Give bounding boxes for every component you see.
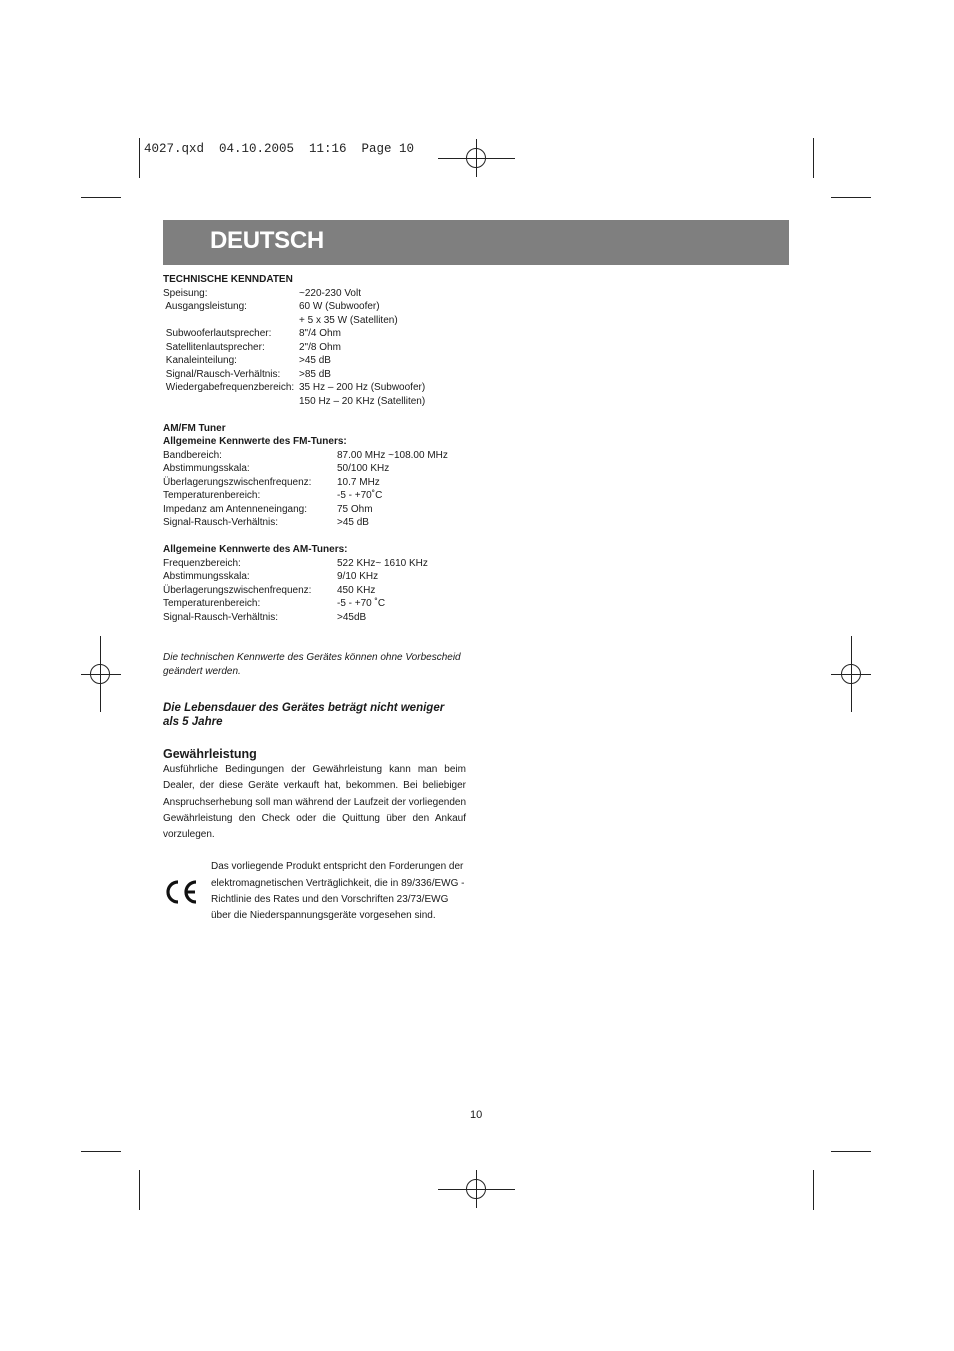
main-content	[163, 273, 473, 924]
spec-label: Temperaturenbereich:	[163, 598, 261, 609]
page-number: 10	[470, 1109, 483, 1121]
spec-row	[163, 584, 473, 598]
spec-row	[163, 462, 473, 476]
warranty-text: Ausführliche Bedingungen der Gewährleistung kann man beim Dealer, der diese Geräte verkauft hat, bekommen. Bei beliebiger Anspruchserhebung soll man während der Laufzeit der vorliegenden Gewährleistung den Check oder die Quittung über den Ankauf vorzulegen.	[163, 764, 466, 841]
spec-value: + 5 x 35 W (Satelliten)	[299, 314, 398, 326]
spec-label: Ausgangsleistung:	[163, 301, 247, 312]
spec-row	[163, 597, 473, 611]
tech-heading: TECHNISCHE KENNDATEN	[163, 274, 293, 285]
spec-row	[163, 381, 473, 395]
print-slug: 4027.qxd 04.10.2005 11:16 Page 10	[144, 142, 415, 156]
lifetime-statement: Die Lebensdauer des Gerätes beträgt nicht weniger als 5 Jahre	[163, 702, 445, 728]
spec-label: Überlagerungszwischenfrequenz:	[163, 476, 312, 488]
crop-mark	[139, 1170, 140, 1210]
spec-label: Abstimmungsskala:	[163, 571, 250, 582]
spec-value: -5 - +70˚C	[337, 490, 383, 501]
spec-value: 9/10 KHz	[337, 571, 379, 582]
warranty-heading: Gewährleistung	[163, 747, 257, 761]
banner-title: DEUTSCH	[210, 227, 324, 254]
spec-label: Frequenzbereich:	[163, 557, 241, 569]
spec-row	[163, 516, 473, 530]
spec-row	[163, 449, 473, 463]
crop-mark	[81, 1151, 121, 1152]
spec-row	[163, 570, 473, 584]
spec-value: >45dB	[337, 611, 367, 623]
crop-mark	[813, 138, 814, 178]
crop-mark	[81, 197, 121, 198]
spec-label: Impedanz am Antenneneingang:	[163, 503, 307, 515]
spec-label: Wiedergabefrequenzbereich:	[163, 382, 295, 393]
am-spec-list	[163, 557, 473, 625]
fm-spec-list	[163, 449, 473, 530]
spec-label: Signal/Rausch-Verhältnis:	[163, 368, 281, 380]
ce-line: elektromagnetischen Verträglichkeit, die in 89/336/EWG -	[211, 877, 465, 889]
tech-spec-list	[163, 287, 473, 409]
spec-row	[163, 300, 473, 314]
spec-value: 35 Hz – 200 Hz (Subwoofer)	[299, 382, 426, 393]
spec-row	[163, 327, 473, 341]
spec-row	[163, 503, 473, 517]
spec-label: Speisung:	[163, 287, 208, 299]
spec-value: -5 - +70 ˚C	[337, 598, 386, 609]
spec-row	[163, 395, 473, 409]
crop-mark	[813, 1170, 814, 1210]
spec-value: >45 dB	[337, 517, 369, 528]
spec-value: 87.00 MHz ~108.00 MHz	[337, 449, 448, 461]
ce-mark-icon	[163, 859, 211, 924]
crop-mark	[831, 197, 871, 198]
spec-label: Überlagerungszwischenfrequenz:	[163, 584, 312, 596]
spec-value: 75 Ohm	[337, 503, 373, 515]
ce-compliance-text	[211, 859, 469, 924]
spec-label: Temperaturenbereich:	[163, 490, 261, 501]
spec-row	[163, 557, 473, 571]
spec-value: 450 KHz	[337, 584, 376, 596]
spec-row	[163, 611, 473, 625]
crop-mark	[831, 1151, 871, 1152]
spec-row	[163, 476, 473, 490]
spec-value: 10.7 MHz	[337, 476, 380, 488]
spec-row	[163, 341, 473, 355]
spec-row	[163, 354, 473, 368]
language-banner	[163, 220, 789, 265]
spec-label	[163, 395, 299, 409]
ce-line: Richtlinie des Rates und den Vorschriften 23/73/EWG	[211, 893, 449, 905]
spec-change-note: Die technischen Kennwerte des Gerätes können ohne Vorbescheid geändert werden.	[163, 652, 461, 677]
spec-row	[163, 368, 473, 382]
spec-row	[163, 287, 473, 301]
spec-value: 522 KHz~ 1610 KHz	[337, 557, 428, 569]
spec-value: 50/100 KHz	[337, 463, 390, 474]
spec-label: Bandbereich:	[163, 449, 222, 461]
spec-value: 2"/8 Ohm	[299, 341, 341, 353]
spec-value: 60 W (Subwoofer)	[299, 301, 380, 312]
spec-row	[163, 314, 473, 328]
am-heading: Allgemeine Kennwerte des AM-Tuners:	[163, 544, 348, 555]
spec-label: Kanaleinteilung:	[163, 355, 237, 366]
tuner-heading: AM/FM Tuner	[163, 422, 226, 434]
spec-value: >45 dB	[299, 355, 331, 366]
spec-value: 8"/4 Ohm	[299, 328, 341, 339]
spec-label	[163, 314, 299, 328]
ce-line: Das vorliegende Produkt entspricht den Forderungen der	[211, 861, 464, 873]
spec-value: ~220-230 Volt	[299, 287, 361, 299]
spec-label: Subwooferlautsprecher:	[163, 328, 272, 339]
spec-label: Abstimmungsskala:	[163, 463, 250, 474]
spec-label: Signal-Rausch-Verhältnis:	[163, 517, 279, 528]
spec-row	[163, 489, 473, 503]
ce-compliance-block	[163, 859, 473, 924]
spec-value: >85 dB	[299, 368, 331, 380]
ce-line: über die Niederspannungsgeräte vorgesehen sind.	[211, 910, 436, 922]
crop-mark	[139, 138, 140, 178]
spec-label: Satellitenlautsprecher:	[163, 341, 265, 353]
fm-heading: Allgemeine Kennwerte des FM-Tuners:	[163, 436, 347, 447]
spec-label: Signal-Rausch-Verhältnis:	[163, 611, 279, 623]
spec-value: 150 Hz – 20 KHz (Satelliten)	[299, 395, 426, 407]
